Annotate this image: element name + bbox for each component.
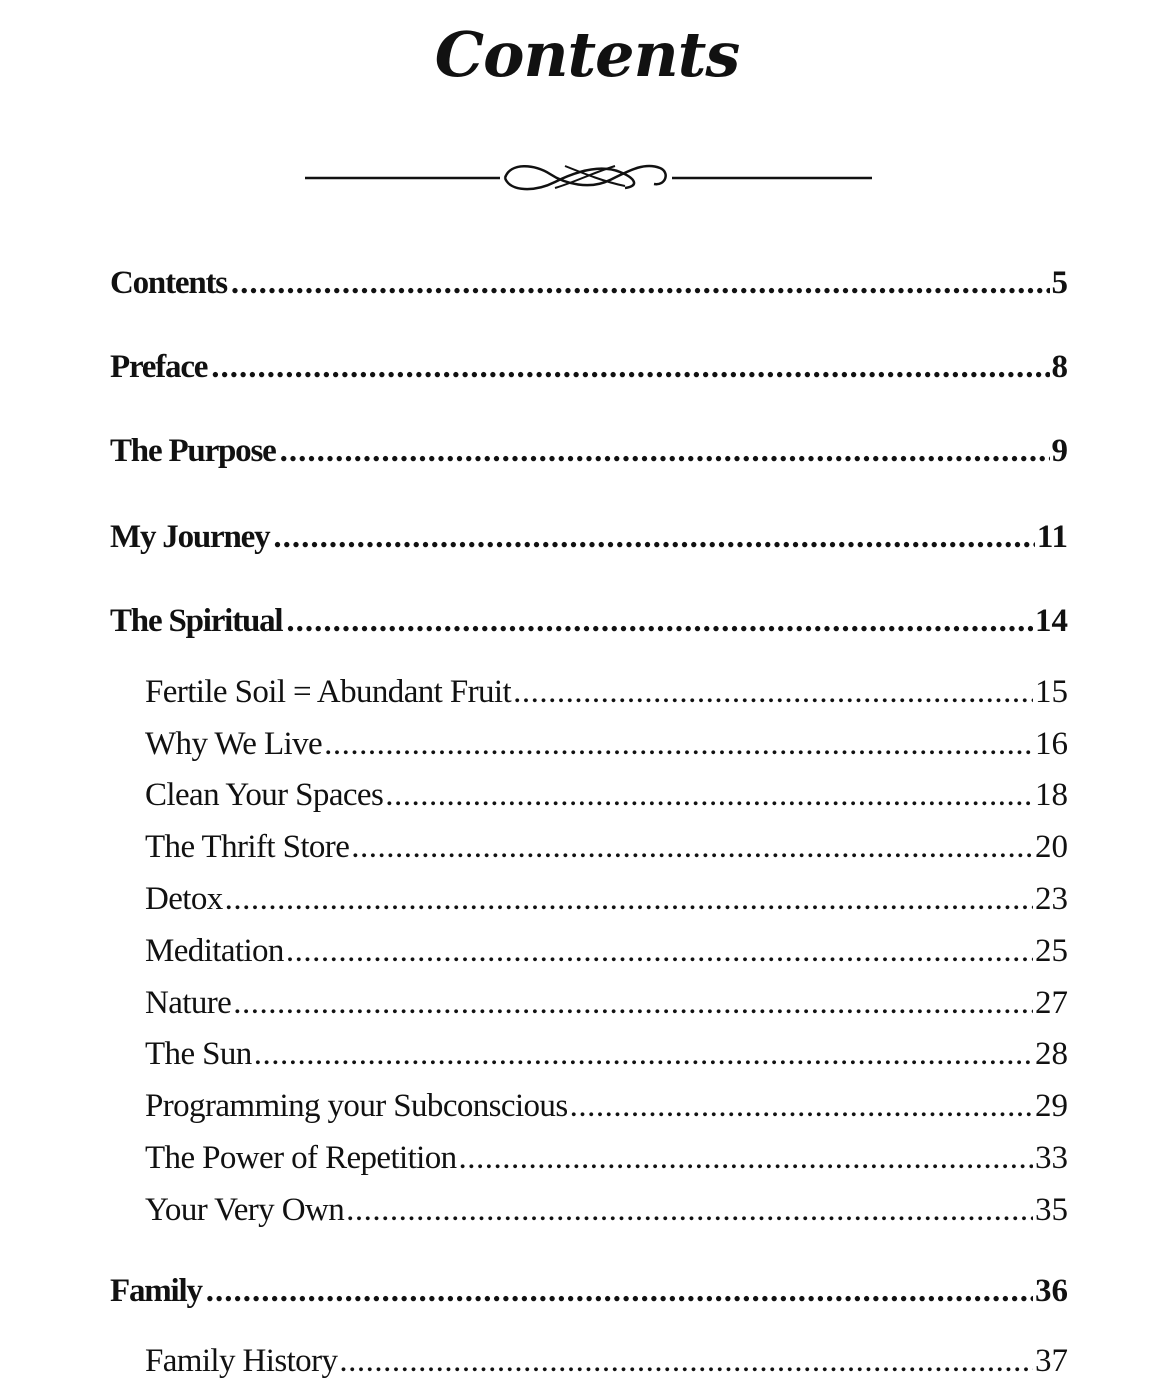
toc-entry-preface[interactable] — [110, 349, 1068, 386]
dot-leader — [570, 1088, 1033, 1125]
dot-leader — [346, 1192, 1033, 1229]
toc-entry-page: 8 — [1051, 349, 1068, 385]
toc-entry-page: 9 — [1051, 433, 1068, 469]
toc-entry-page: 23 — [1035, 881, 1068, 917]
toc-entry-label: Your Very Own — [145, 1192, 345, 1228]
toc-entry-the-spiritual[interactable] — [110, 603, 1068, 640]
toc-entry-programming-subconscious[interactable] — [145, 1088, 1068, 1125]
dot-leader — [254, 1036, 1033, 1073]
toc-entry-page: 5 — [1051, 265, 1068, 301]
dot-leader — [286, 933, 1033, 970]
toc-entry-page: 15 — [1035, 674, 1068, 710]
dot-leader — [351, 829, 1033, 866]
toc-entry-page: 36 — [1035, 1273, 1068, 1309]
toc-entry-page: 20 — [1035, 829, 1068, 865]
toc-entry-power-of-repetition[interactable] — [145, 1140, 1068, 1177]
toc-entry-page: 29 — [1035, 1088, 1068, 1124]
toc-entry-family[interactable] — [110, 1273, 1068, 1310]
toc-entry-page: 35 — [1035, 1192, 1068, 1228]
toc-entry-contents[interactable] — [110, 265, 1068, 302]
dot-leader — [206, 1273, 1033, 1310]
toc-entry-page: 37 — [1035, 1343, 1068, 1379]
dot-leader — [324, 726, 1033, 763]
toc-entry-label: The Sun — [145, 1036, 252, 1072]
dot-leader — [273, 519, 1034, 556]
toc-entry-label: Meditation — [145, 933, 284, 969]
dot-leader — [339, 1343, 1033, 1380]
toc-entry-detox[interactable] — [145, 881, 1068, 918]
toc-entry-page: 18 — [1035, 777, 1068, 813]
toc-entry-label: Family History — [145, 1343, 338, 1379]
dot-leader — [286, 603, 1033, 640]
toc-entry-label: The Thrift Store — [145, 829, 350, 865]
toc-entry-label: Fertile Soil = Abundant Fruit — [145, 674, 512, 710]
toc-entry-label: The Spiritual — [110, 603, 283, 639]
toc-entry-page: 27 — [1035, 985, 1068, 1021]
toc-entry-page: 25 — [1035, 933, 1068, 969]
toc-entry-clean-your-spaces[interactable] — [145, 777, 1068, 814]
toc-entry-label: Nature — [145, 985, 232, 1021]
toc-entry-label: Family — [110, 1273, 202, 1309]
table-of-contents — [110, 0, 1068, 1400]
toc-entry-why-we-live[interactable] — [145, 726, 1068, 763]
toc-entry-label: Preface — [110, 349, 208, 385]
dot-leader — [385, 777, 1033, 814]
toc-entry-family-history[interactable] — [145, 1343, 1068, 1380]
dot-leader — [231, 265, 1050, 302]
toc-entry-nature[interactable] — [145, 985, 1068, 1022]
toc-entry-label: My Journey — [110, 519, 270, 555]
toc-entry-the-sun[interactable] — [145, 1036, 1068, 1073]
toc-entry-your-very-own[interactable] — [145, 1192, 1068, 1229]
toc-entry-label: Programming your Subconscious — [145, 1088, 568, 1124]
dot-leader — [233, 985, 1033, 1022]
toc-entry-fertile-soil[interactable] — [145, 674, 1068, 711]
toc-entry-my-journey[interactable] — [110, 519, 1068, 556]
toc-entry-label: Contents — [110, 265, 227, 301]
page-title: Contents — [434, 18, 740, 91]
toc-entry-label: Clean Your Spaces — [145, 777, 384, 813]
toc-entry-label: Detox — [145, 881, 223, 917]
dot-leader — [459, 1140, 1033, 1177]
toc-entry-page: 33 — [1035, 1140, 1068, 1176]
toc-entry-label: The Purpose — [110, 433, 276, 469]
toc-entry-page: 28 — [1035, 1036, 1068, 1072]
toc-entry-meditation[interactable] — [145, 933, 1068, 970]
dot-leader — [225, 881, 1033, 918]
dot-leader — [513, 674, 1033, 711]
toc-entry-page: 14 — [1035, 603, 1068, 639]
dot-leader — [211, 349, 1049, 386]
toc-entry-page: 11 — [1036, 519, 1068, 555]
toc-entry-label: Why We Live — [145, 726, 323, 762]
toc-entry-page: 16 — [1035, 726, 1068, 762]
toc-entry-the-purpose[interactable] — [110, 433, 1068, 470]
toc-entry-label: The Power of Repetition — [145, 1140, 457, 1176]
dot-leader — [280, 433, 1050, 470]
toc-entry-the-thrift-store[interactable] — [145, 829, 1068, 866]
